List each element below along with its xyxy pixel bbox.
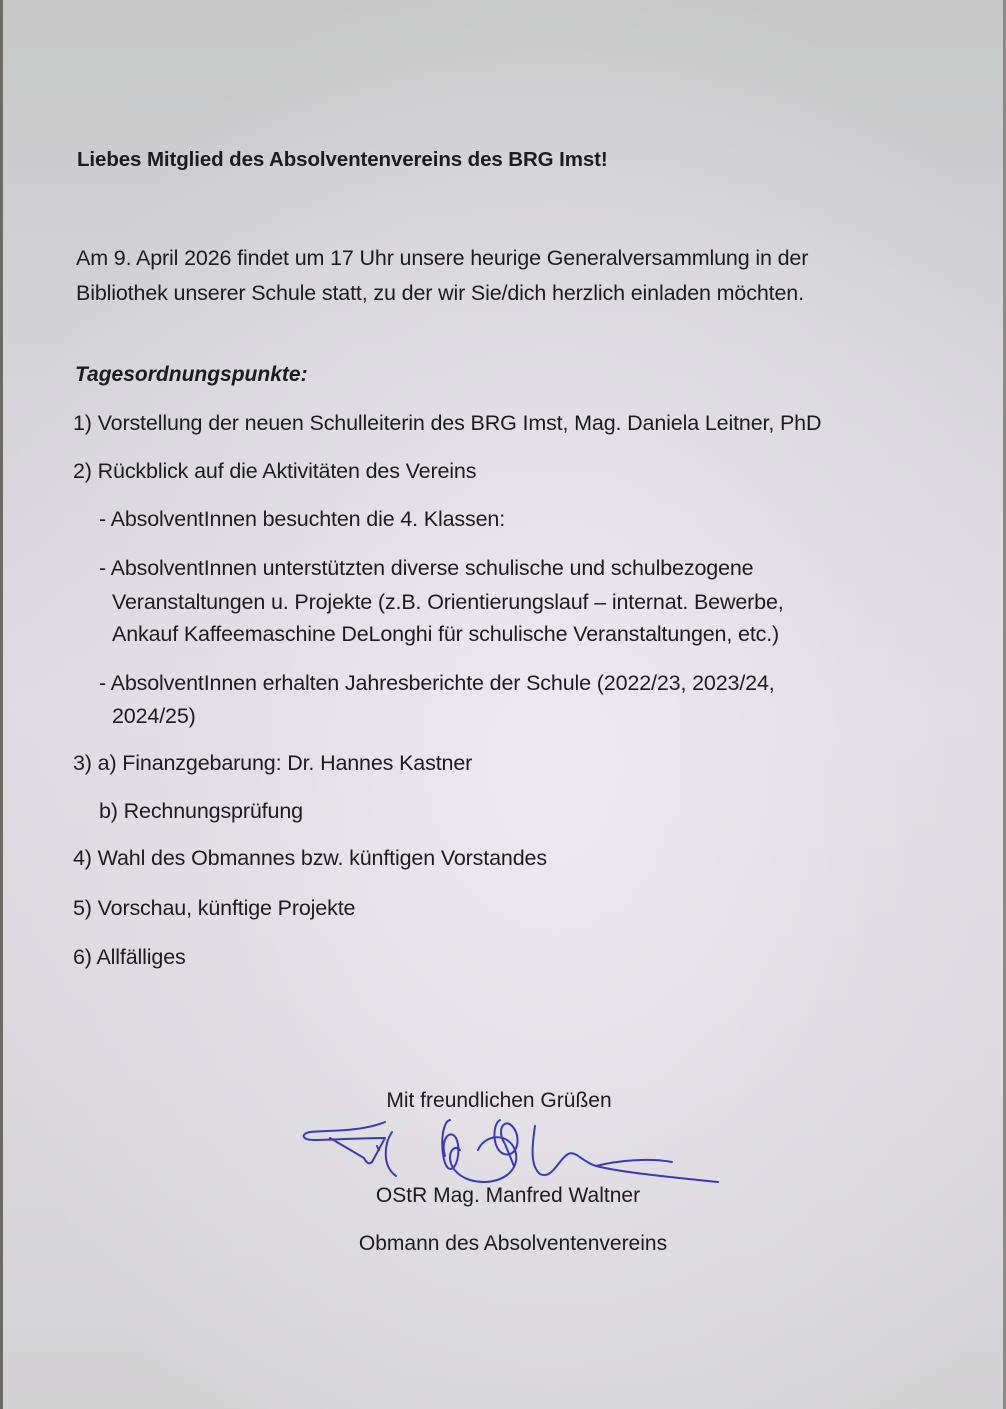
intro-line-2: Bibliothek unserer Schule statt, zu der wir Sie/dich herzlich einladen möchten. xyxy=(76,281,804,305)
agenda-item-6: 6) Allfälliges xyxy=(73,945,186,969)
agenda-subitem-visits: - AbsolventInnen besuchten die 4. Klassen: xyxy=(99,507,506,531)
agenda-item-1: 1) Vorstellung der neuen Schulleiterin des BRG Imst, Mag. Daniela Leitner, PhD xyxy=(73,411,822,435)
agenda-item-3a: 3) a) Finanzgebarung: Dr. Hannes Kastner xyxy=(73,751,473,775)
greeting-heading: Liebes Mitglied des Absolventenvereins des BRG Imst! xyxy=(77,148,608,171)
agenda-subitem-reports-line-1: - AbsolventInnen erhalten Jahresberichte der Schule (2022/23, 2023/24, xyxy=(99,671,775,695)
agenda-item-5: 5) Vorschau, künftige Projekte xyxy=(73,896,356,920)
salutation: Mit freundlichen Grüßen xyxy=(386,1089,612,1112)
agenda-subitem-support-line-2: Veranstaltungen u. Projekte (z.B. Orientierungslauf – internat. Bewerbe, xyxy=(112,590,784,614)
agenda-heading: Tagesordnungspunkte: xyxy=(75,363,308,386)
agenda-item-2: 2) Rückblick auf die Aktivitäten des Vereins xyxy=(73,459,477,483)
agenda-subitem-support-line-1: - AbsolventInnen unterstützten diverse schulische und schulbezogene xyxy=(99,556,754,580)
agenda-item-3b: b) Rechnungsprüfung xyxy=(99,799,303,823)
agenda-subitem-reports-line-2: 2024/25) xyxy=(112,704,196,728)
agenda-subitem-support-line-3: Ankauf Kaffeemaschine DeLonghi für schulische Veranstaltungen, etc.) xyxy=(112,622,780,646)
signer-name: OStR Mag. Manfred Waltner xyxy=(375,1184,641,1207)
intro-line-1: Am 9. April 2026 findet um 17 Uhr unsere heurige Generalversammlung in der xyxy=(76,246,809,270)
signer-role: Obmann des Absolventenvereins xyxy=(358,1232,668,1255)
agenda-item-4: 4) Wahl des Obmannes bzw. künftigen Vorstandes xyxy=(73,846,547,870)
